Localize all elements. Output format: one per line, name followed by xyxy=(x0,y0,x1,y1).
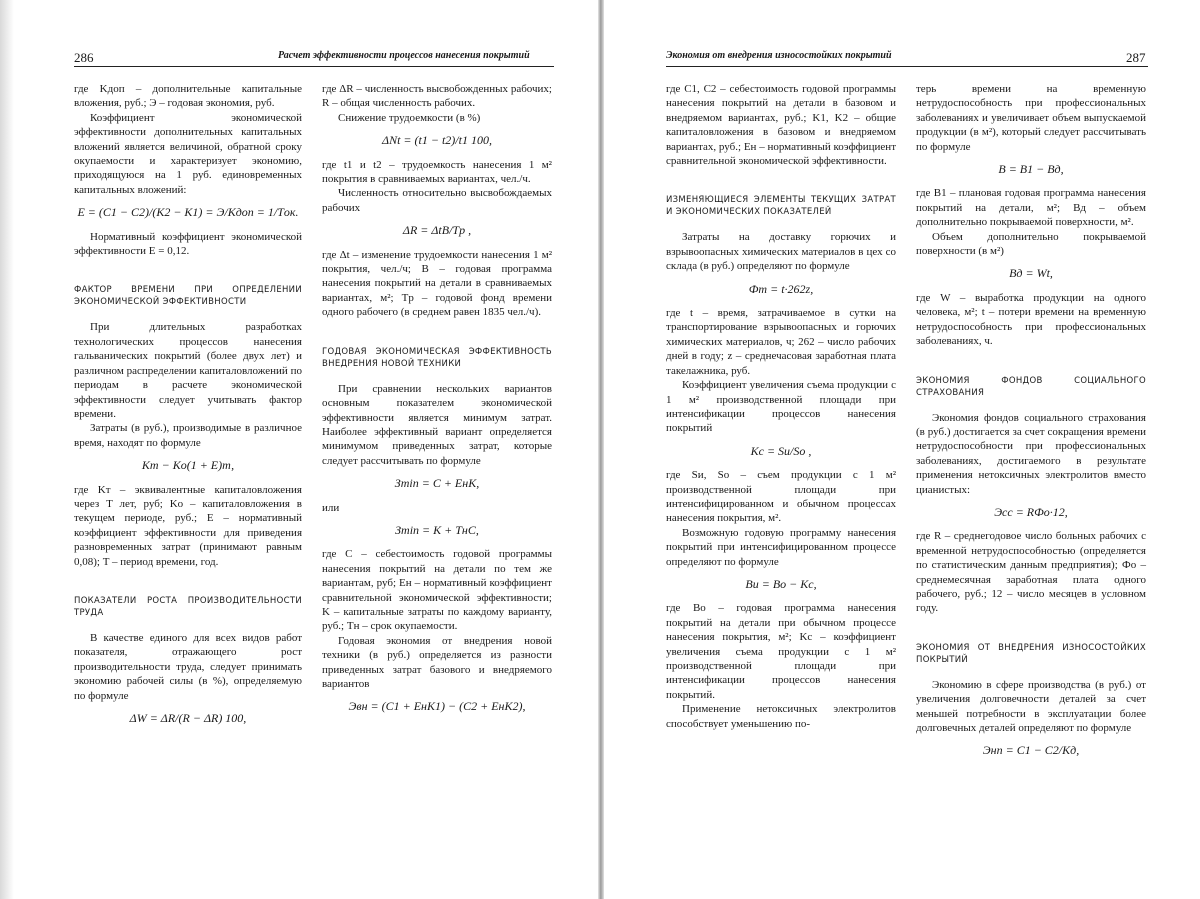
section-heading: ФАКТОР ВРЕМЕНИ ПРИ ОПРЕДЕЛЕНИИ ЭКОНОМИЧЕСКОЙ ЭФФЕКТИВНОСТИ xyxy=(74,285,302,308)
paragraph: где Sи, Sо – съем продукции с 1 м² производственной площади при интенсифицированном и обычном процессах нанесения покрытия, м². xyxy=(666,469,896,525)
paragraph: Коэффициент экономической эффективности дополнительных капитальных вложений является величиной, обратной сроку окупаемости и характеризует экономию, приходящуюся на 1 руб. единовременных капитальных вложений: xyxy=(74,111,302,196)
paragraph: где t1 и t2 – трудоемкость нанесения 1 м² покрытия в сравниваемых вариантах, чел./ч. xyxy=(322,158,552,186)
formula: Bд = Wt, xyxy=(1009,266,1053,281)
paragraph: где Kт – эквивалентные капиталовложения через T лет, руб; Kо – капиталовложения в текущем периоде, руб.; E – нормативный коэффициент эффективности для приведения разновременных затрат (принимают равным 0,08); T – период времени, год. xyxy=(74,483,302,568)
running-head: Экономия от внедрения износостойких покрытий xyxy=(666,50,892,61)
page-number: 286 xyxy=(74,50,94,65)
paragraph: где t – время, затрачиваемое в сутки на транспортирование взрывоопасных и горючих химических материалов, ч; 262 – число рабочих дней в году; z – среднечасовая заработная плата такелажника, руб. xyxy=(666,307,896,377)
section-heading: ГОДОВАЯ ЭКОНОМИЧЕСКАЯ ЭФФЕКТИВНОСТЬ ВНЕДРЕНИЯ НОВОЙ ТЕХНИКИ xyxy=(322,346,552,369)
right-column-2 xyxy=(916,82,1146,768)
left-column-2 xyxy=(322,82,552,724)
paragraph: где ΔR – численность высвобожденных рабочих; R – общая численность рабочих. xyxy=(322,83,552,110)
formula: Фт = t·262z, xyxy=(748,281,814,296)
formula: ΔR = ΔtB/Tр , xyxy=(402,223,472,238)
paragraph: где Kдоп – дополнительные капитальные вложения, руб.; Э – годовая экономия, руб. xyxy=(74,83,302,110)
paragraph: где Bо – годовая программа нанесения покрытий на детали при обычном процессе нанесения покрытия, м²; Kс – коэффициент увеличения съема продукции с 1 м² производственной площади при интенсификации процессов нанесения покрытий. xyxy=(666,602,896,701)
paragraph: Объем дополнительно покрываемой поверхности (в м²) xyxy=(916,230,1146,258)
formula: B = B1 − Bд, xyxy=(998,162,1064,177)
paragraph: где Δt – изменение трудоемкости нанесения 1 м² покрытия, чел./ч; B – годовая программа нанесения покрытий на детали в сравниваемых вариантах, м²; Tр – годовой фонд времени одного рабочего (в среднем равен 1835 чел./ч). xyxy=(322,248,552,319)
paragraph: Нормативный коэффициент экономической эффективности E = 0,12. xyxy=(74,230,302,258)
paragraph: Снижение трудоемкости (в %) xyxy=(338,111,481,124)
paragraph: где C1, C2 – себестоимость годовой программы нанесения покрытий на детали в базовом и внедряемом вариантах, руб.; K1, K2 – общие капиталовложения в базовом и внедряемом вариантах, руб.; Eн – нормативный коэффициент сравнительной экономической эффективности. xyxy=(666,83,896,168)
section-heading: ЭКОНОМИЯ ОТ ВНЕДРЕНИЯ ИЗНОСОСТОЙКИХ ПОКРЫТИЙ xyxy=(916,642,1146,665)
paragraph: Экономия фондов социального страхования (в руб.) достигается за счет сокращения времени нетрудоспособности при профессиональных заболеваниях, достигаемого в результате применения нетоксичных электролитов вместо цианистых: xyxy=(916,411,1146,496)
paragraph: где C – себестоимость годовой программы нанесения покрытий на детали по тем же вариантам, руб; Eн – нормативный коэффициент сравнительной экономической эффективности; K – капитальные затраты по каждому варианту, руб.; Tн – срок окупаемости. xyxy=(322,548,552,633)
formula: Зmin = C + EнK, xyxy=(394,476,480,491)
formula: Kт − Kо(1 + E)т, xyxy=(141,458,235,473)
formula: E = (C1 − C2)/(K2 − K1) = Э/Kдоп = 1/Tок. xyxy=(77,205,299,220)
formula: ΔW = ΔR/(R − ΔR) 100, xyxy=(129,711,247,725)
formula: Kс = Sи/Sо , xyxy=(750,443,812,458)
paragraph: В качестве единого для всех видов работ показателя, отражающего рост производительности труда, следует принимать экономию рабочей силы (в %), определяемую по формуле xyxy=(74,631,302,702)
paragraph: Численность относительно высвобождаемых рабочих xyxy=(322,187,552,214)
paragraph: где B1 – плановая годовая программа нанесения покрытий на детали, м²; Bд – объем дополнительно покрываемой поверхности, м². xyxy=(916,187,1146,229)
formula: Эсс = RФо·12, xyxy=(994,504,1068,519)
paragraph: Возможную годовую программу нанесения покрытий при интенсифицированном процессе определяют по формуле xyxy=(666,526,896,568)
section-heading: ИЗМЕНЯЮЩИЕСЯ ЭЛЕМЕНТЫ ТЕКУЩИХ ЗАТРАТ И ЭКОНОМИЧЕСКИХ ПОКАЗАТЕЛЕЙ xyxy=(666,195,896,218)
paragraph: где W – выработка продукции на одного человека, м²; t – потери времени на временную нетрудоспособность при профессиональных заболеваниях, ч. xyxy=(916,291,1146,348)
conjunction-text: или xyxy=(322,501,340,514)
paragraph: Экономию в сфере производства (в руб.) от увеличения долговечности деталей за счет меньшей потребности в эксплуатации более долговечных деталей определяют по формуле xyxy=(916,678,1146,734)
paragraph: Затраты (в руб.), производимые в различное время, находят по формуле xyxy=(74,422,302,449)
paragraph: Применение нетоксичных электролитов способствует уменьшению по- xyxy=(666,703,896,730)
paragraph: Годовая экономия от внедрения новой техники (в руб.) определяется из разности приведенных затрат базового и внедряемого вариантов xyxy=(322,634,552,690)
paragraph: При сравнении нескольких вариантов основным показателем экономической эффективности является минимум затрат. Наиболее эффективный вариант определяется минимумом приведенных затрат, которые следует рассчитывать по формуле xyxy=(322,382,552,467)
formula: Энп = C1 − C2/Kд, xyxy=(982,743,1080,758)
paragraph: Затраты на доставку горючих и взрывоопасных химических материалов в цех со склада (в руб.) определяют по формуле xyxy=(666,231,896,273)
formula: Bи = Bо − Kс, xyxy=(745,576,817,591)
left-column-1 xyxy=(74,82,302,735)
paragraph: терь времени на временную нетрудоспособность при профессиональных заболеваниях и увеличивает объем выпускаемой продукции (в м²), который следует рассчитывать по формуле xyxy=(916,83,1146,153)
page-number: 287 xyxy=(1126,50,1146,65)
header-rule xyxy=(666,66,1148,67)
right-page xyxy=(600,0,1200,899)
right-column-1 xyxy=(666,82,896,731)
running-head: Расчет эффективности процессов нанесения покрытий xyxy=(278,50,530,61)
header-rule xyxy=(74,66,554,67)
paragraph: где R – среднегодовое число больных рабочих с временной нетрудоспособностью (определяется по статистическим данным предприятия); Фо – среднемесячная заработная плата одного рабочего, руб.; 12 – число месяцев в условном году. xyxy=(916,530,1146,615)
formula: Зmin = K + TнC, xyxy=(395,522,479,537)
formula: Эвн = (C1 + EнK1) − (C2 + EнK2), xyxy=(348,699,526,714)
section-heading: ЭКОНОМИЯ ФОНДОВ СОЦИАЛЬНОГО СТРАХОВАНИЯ xyxy=(916,375,1146,398)
formula: ΔNt = (t1 − t2)/t1 100, xyxy=(382,133,492,148)
section-heading: ПОКАЗАТЕЛИ РОСТА ПРОИЗВОДИТЕЛЬНОСТИ ТРУДА xyxy=(74,595,302,618)
paragraph: Коэффициент увеличения съема продукции с 1 м² производственной площади при интенсификации процессов нанесения покрытий xyxy=(666,379,896,435)
paragraph: При длительных разработках технологических процессов нанесения гальванических покрытий (более двух лет) и различном распределении капиталовложений по периодам в расчете экономической эффективности следует учитывать фактор времени. xyxy=(74,321,302,420)
